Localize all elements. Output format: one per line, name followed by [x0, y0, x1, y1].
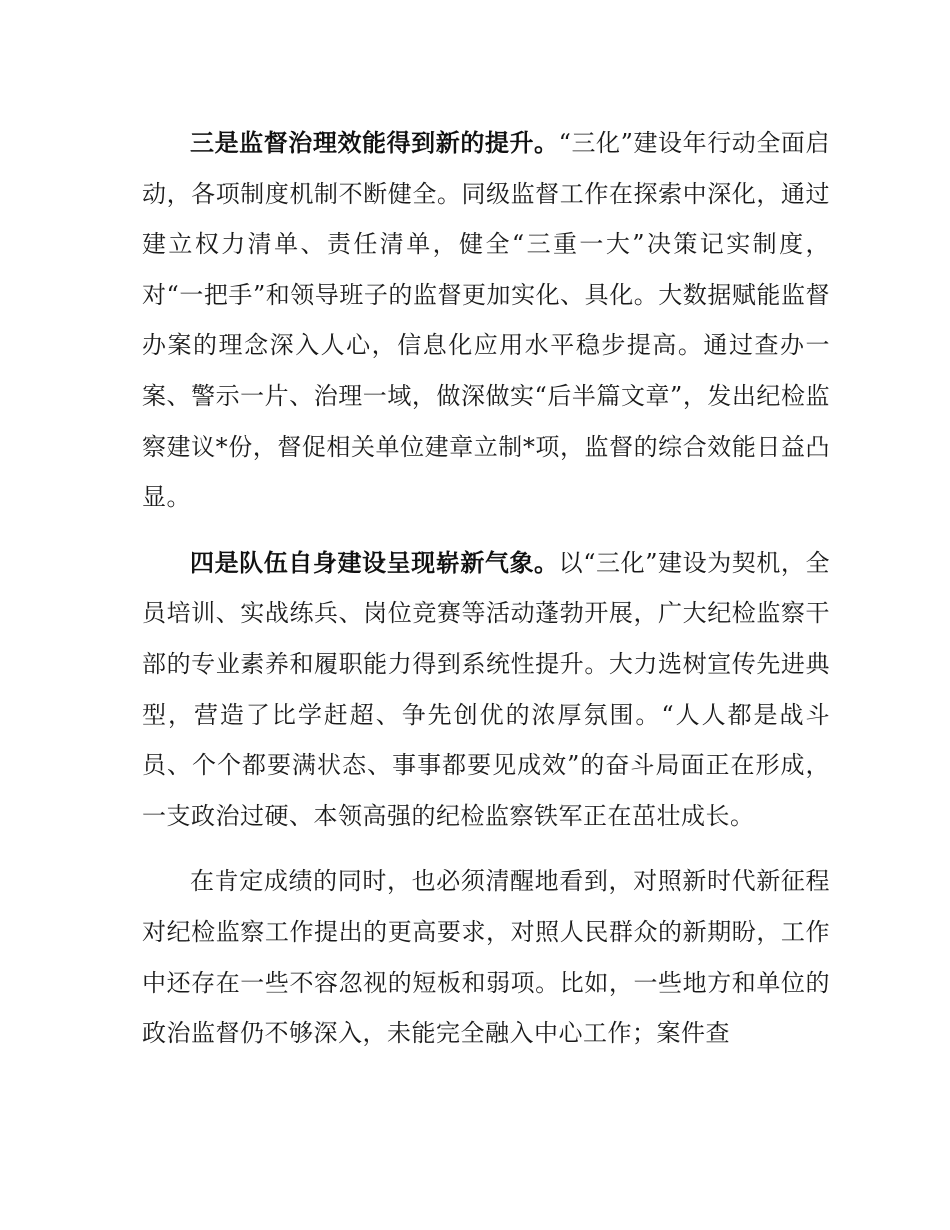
paragraph-shortcomings	[142, 856, 830, 1058]
paragraph-text: 以“三化”建设为契机，全员培训、实战练兵、岗位竞赛等活动蓬勃开展，广大纪检监察干部的专业素养和履职能力得到系统性提升。大力选树宣传先进典型，营造了比学赶超、争先创优的浓厚氛围。“人人都是战斗员、个个都要满状态、事事都要见成效”的奋斗局面正在形成，一支政治过硬、本领高强的纪检监察铁军正在茁壮成长。	[142, 548, 831, 830]
paragraph-supervision-governance	[142, 118, 830, 523]
paragraph-text: 在肯定成绩的同时，也必须清醒地看到，对照新时代新征程对纪检监察工作提出的更高要求，对照人民群众的新期盼，工作中还存在一些不容忽视的短板和弱项。比如，一些地方和单位的政治监督仍不够深入，未能完全融入中心工作；案件查	[142, 867, 830, 1048]
paragraph-team-building	[142, 538, 830, 842]
paragraph-heading: 四是队伍自身建设呈现崭新气象。	[190, 548, 559, 577]
paragraph-heading: 三是监督治理效能得到新的提升。	[190, 129, 559, 157]
document-body	[142, 118, 830, 1059]
paragraph-text: “三化”建设年行动全面启动，各项制度机制不断健全。同级监督工作在探索中深化，通过建立权力清单、责任清单，健全“三重一大”决策记实制度，对“一把手”和领导班子的监督更加实化、具化。大数据赋能监督办案的理念深入人心，信息化应用水平稳步提高。通过查办一案、警示一片、治理一域，做深做实“后半篇文章”，发出纪检监察建议*份，督促相关单位建章立制*项，监督的综合效能日益凸显。	[142, 129, 831, 512]
